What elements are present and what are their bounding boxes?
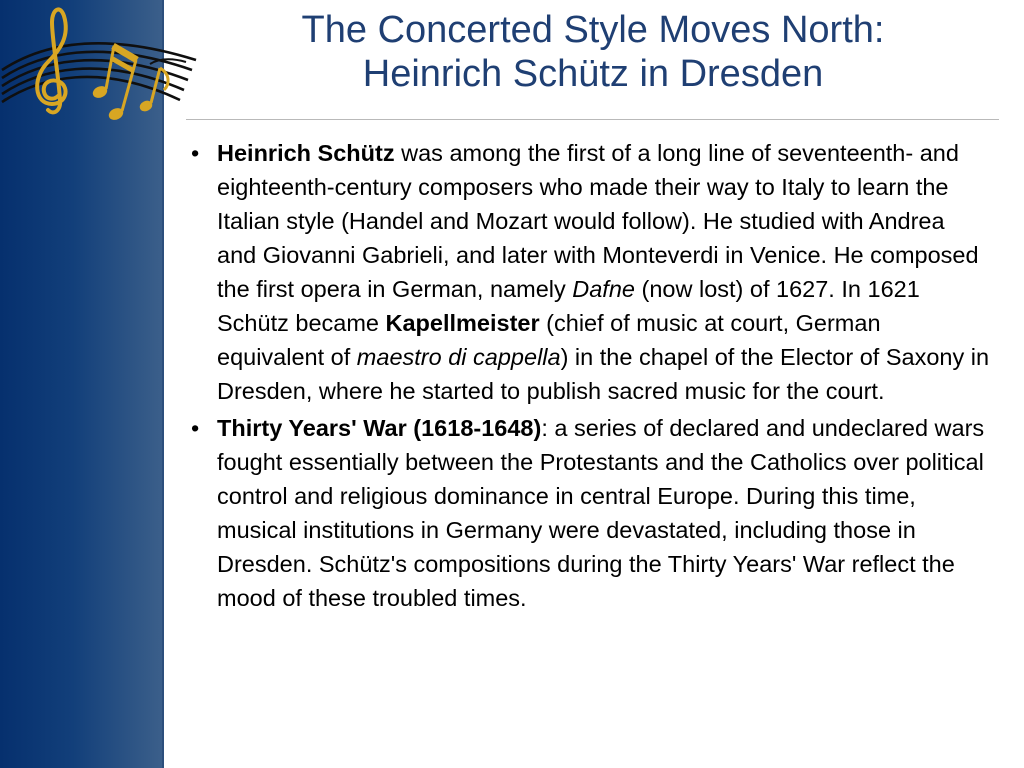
bullet-text-segment: maestro di cappella (356, 344, 561, 370)
bullet-text-segment: (now lost) of 1627. In 1621 Schütz became (217, 276, 920, 336)
bullet-text-segment: (chief of music at court, German equivalent of (217, 310, 881, 370)
slide-title-line-1: The Concerted Style Moves North: (301, 9, 885, 51)
slide-body (190, 136, 990, 618)
bullet-text-segment: Thirty Years' War (1618-1648) (217, 415, 542, 441)
slide-title (186, 8, 1000, 96)
eighth-notes-icon (92, 46, 169, 121)
bullet-text-segment: Dafne (572, 276, 635, 302)
slide-title-line-2: Heinrich Schütz in Dresden (362, 53, 824, 95)
bullet-marker: • (191, 415, 200, 441)
title-divider (186, 119, 999, 120)
treble-clef-icon (37, 9, 66, 112)
bullet-text-segment: : a series of declared and undeclared wars fought essentially between the Protestants and the Catholics over political control and religious dominance in central Europe. During this time, musical institutions in Germany were devastated, including those in Dresden. Schütz's compositions during the Thirty Years' War reflect the mood of these troubled times. (217, 415, 985, 611)
bullet-heinrich-schutz (190, 136, 990, 408)
bullet-text-segment: was among the first of a long line of seventeenth- and eighteenth-century composers who made their way to Italy to learn the Italian style (Handel and Mozart would follow). He studied with Andrea and Giovanni Gabrieli, and later with Monteverdi in Venice. He composed the first opera in German, namely (217, 140, 979, 302)
music-notes-icon (0, 0, 200, 130)
bullet-text-segment: Heinrich Schütz (217, 140, 395, 166)
bullet-text-segment: Kapellmeister (385, 310, 540, 336)
bullet-text-segment: ) in the chapel of the Elector of Saxony in Dresden, where he started to publish sacred music for the court. (217, 344, 990, 404)
bullet-marker: • (191, 140, 200, 166)
bullet-thirty-years-war (190, 411, 990, 615)
